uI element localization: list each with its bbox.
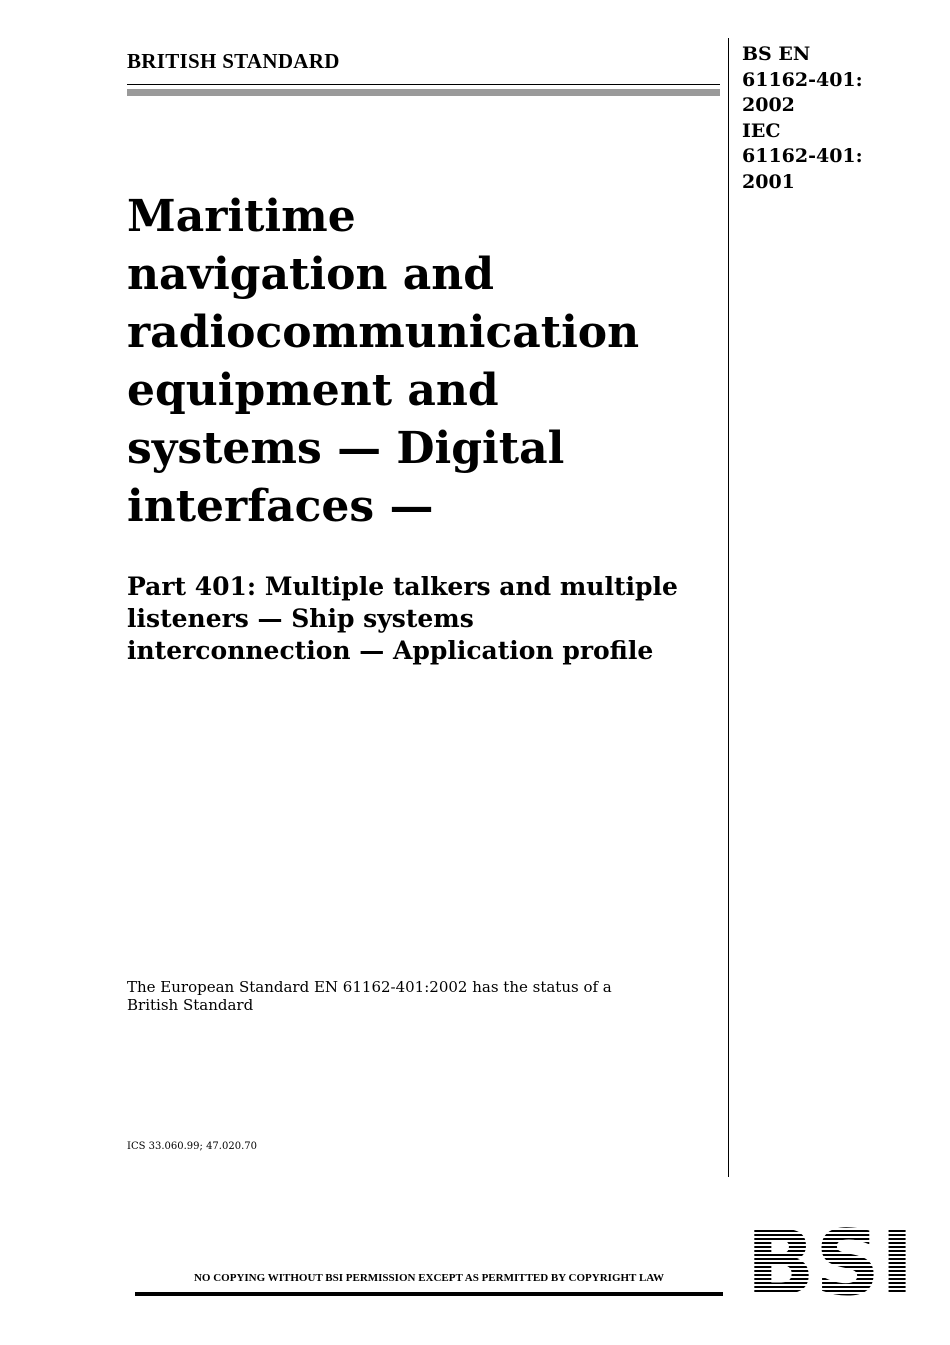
copyright-notice: NO COPYING WITHOUT BSI PERMISSION EXCEPT AS PERMITTED BY COPYRIGHT LAW	[193, 1272, 665, 1284]
status-note-line: British Standard	[127, 996, 254, 1014]
standard-number-line: BS EN	[742, 43, 811, 65]
part-title-line: interconnection — Application profile	[127, 636, 654, 665]
standard-number-line: 2002	[742, 94, 795, 117]
part-title	[127, 571, 722, 667]
standard-number-line: IEC	[742, 119, 781, 142]
standard-number-line: 2001	[742, 170, 795, 193]
document-series-label: BRITISH STANDARD	[127, 49, 340, 73]
ics-code: ICS 33.060.99; 47.020.70	[127, 1141, 257, 1152]
header-thin-rule	[127, 84, 720, 85]
title-line: systems — Digital	[127, 423, 565, 474]
part-title-line: Part 401: Multiple talkers and multiple	[127, 572, 678, 601]
vertical-divider	[728, 38, 729, 1177]
standard-number-line: 61162-401:	[742, 68, 863, 91]
part-title-line: listeners — Ship systems	[127, 604, 474, 633]
status-note	[127, 978, 687, 1014]
bsi-logo	[744, 1222, 916, 1298]
footer-rule	[135, 1292, 723, 1296]
status-note-line: The European Standard EN 61162-401:2002 has the status of a	[127, 978, 612, 996]
bsi-logo-text: BSI	[746, 1222, 914, 1298]
title-line: equipment and	[127, 365, 499, 416]
standard-number-line: 61162-401:	[742, 145, 863, 168]
title-line: interfaces —	[127, 481, 434, 532]
title-line: radiocommunication	[127, 307, 640, 358]
header-thick-rule	[127, 89, 720, 96]
title-line: Maritime	[127, 191, 356, 242]
document-title	[127, 188, 717, 536]
title-line: navigation and	[127, 249, 495, 300]
standard-numbers	[742, 42, 863, 196]
